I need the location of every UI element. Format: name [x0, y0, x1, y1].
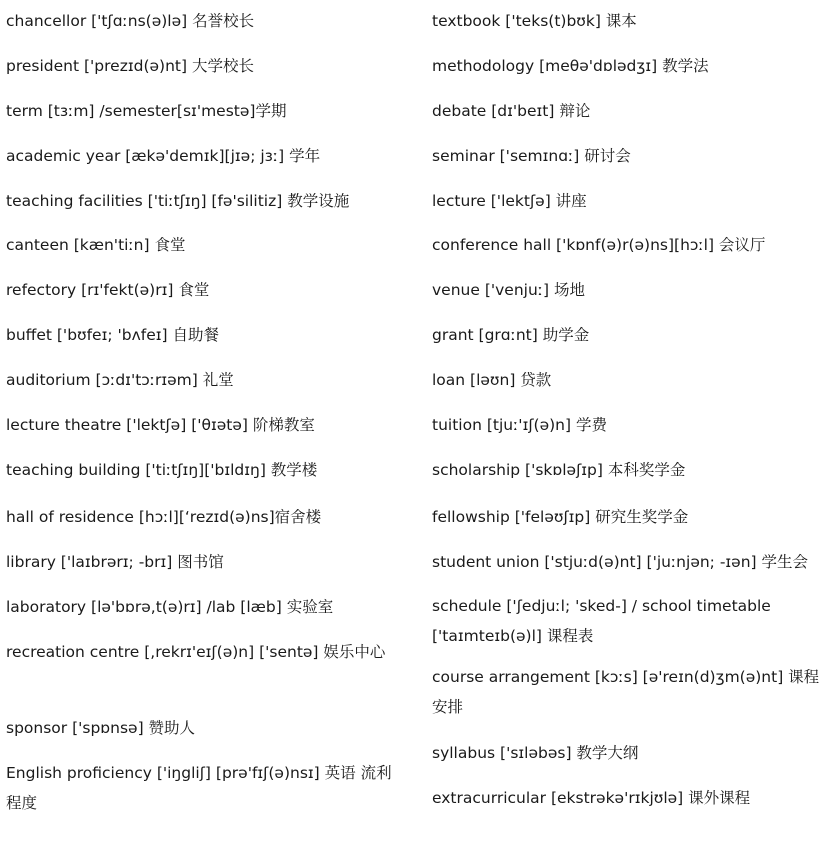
vocab-entry: term [tɜːm] /semester[sɪ'mestə]学期 — [6, 102, 287, 120]
vocab-entry: scholarship ['skɒləʃɪp] 本科奖学金 — [432, 461, 686, 479]
vocab-entry: English proficiency ['iŋgliʃ] [prə'fɪʃ(ə)nsɪ] 英语 流利程度 — [6, 764, 392, 812]
vocab-entry: hall of residence [hɔːl][‘rezɪd(ə)ns]宿舍楼 — [6, 508, 322, 526]
vocab-entry: teaching building ['tiːtʃɪŋ]['bɪldɪŋ] 教学楼 — [6, 461, 318, 479]
vocab-entry: grant [grɑːnt] 助学金 — [432, 326, 590, 344]
vocab-entry: canteen [kæn'tiːn] 食堂 — [6, 236, 186, 254]
vocab-entry: loan [ləʊn] 贷款 — [432, 371, 552, 389]
vocab-entry: schedule ['ʃedjuːl; 'sked-] / school timetable ['taɪmteɪb(ə)l] 课程表 — [432, 597, 771, 645]
vocab-entry: syllabus ['sɪləbəs] 教学大纲 — [432, 744, 639, 762]
vocab-entry: laboratory [lə'bɒrə,t(ə)rɪ] /lab [læb] 实验室 — [6, 598, 334, 616]
vocab-entry: lecture theatre ['lektʃə] ['θɪətə] 阶梯教室 — [6, 416, 315, 434]
vocab-entry: tuition [tjuː'ɪʃ(ə)n] 学费 — [432, 416, 607, 434]
vocab-entry: extracurricular [ekstrəkə'rɪkjʊlə] 课外课程 — [432, 789, 751, 807]
vocab-entry: methodology [meθə'dɒlədʒɪ] 教学法 — [432, 57, 709, 75]
vocab-entry: buffet ['bʊfeɪ; 'bʌfeɪ] 自助餐 — [6, 326, 220, 344]
vocab-entry: auditorium [ɔːdɪ'tɔːrɪəm] 礼堂 — [6, 371, 234, 389]
vocab-entry: teaching facilities ['tiːtʃɪŋ] [fə'silitiz] 教学设施 — [6, 192, 350, 210]
vocab-entry: chancellor ['tʃɑːns(ə)lə] 名誉校长 — [6, 12, 255, 30]
vocab-entry: lecture ['lektʃə] 讲座 — [432, 192, 587, 210]
vocab-entry: conference hall ['kɒnf(ə)r(ə)ns][hɔːl] 会议厅 — [432, 236, 766, 254]
vocab-entry: academic year [ækə'demɪk][jɪə; jɜː] 学年 — [6, 147, 321, 165]
vocab-entry: venue ['venjuː] 场地 — [432, 281, 585, 299]
vocab-entry: library ['laɪbrərɪ; -brɪ] 图书馆 — [6, 553, 224, 571]
vocab-entry: sponsor ['spɒnsə] 赞助人 — [6, 719, 196, 737]
vocab-entry: recreation centre [,rekrɪ'eɪʃ(ə)n] ['sentə] 娱乐中心 — [6, 643, 386, 661]
vocab-entry: student union ['stjuːd(ə)nt] ['juːnjən; -ɪən] 学生会 — [432, 553, 809, 571]
vocab-entry: course arrangement [kɔːs] [ə'reɪn(d)ʒm(ə)nt] 课程安排 — [432, 668, 820, 716]
vocab-entry: seminar ['semɪnɑː] 研讨会 — [432, 147, 631, 165]
vocab-entry: textbook ['teks(t)bʊk] 课本 — [432, 12, 637, 30]
vocab-entry: president ['prezɪd(ə)nt] 大学校长 — [6, 57, 254, 75]
vocab-entry: debate [dɪ'beɪt] 辩论 — [432, 102, 591, 120]
vocab-entry: refectory [rɪ'fekt(ə)rɪ] 食堂 — [6, 281, 210, 299]
vocab-entry: fellowship ['feləʊʃɪp] 研究生奖学金 — [432, 508, 689, 526]
